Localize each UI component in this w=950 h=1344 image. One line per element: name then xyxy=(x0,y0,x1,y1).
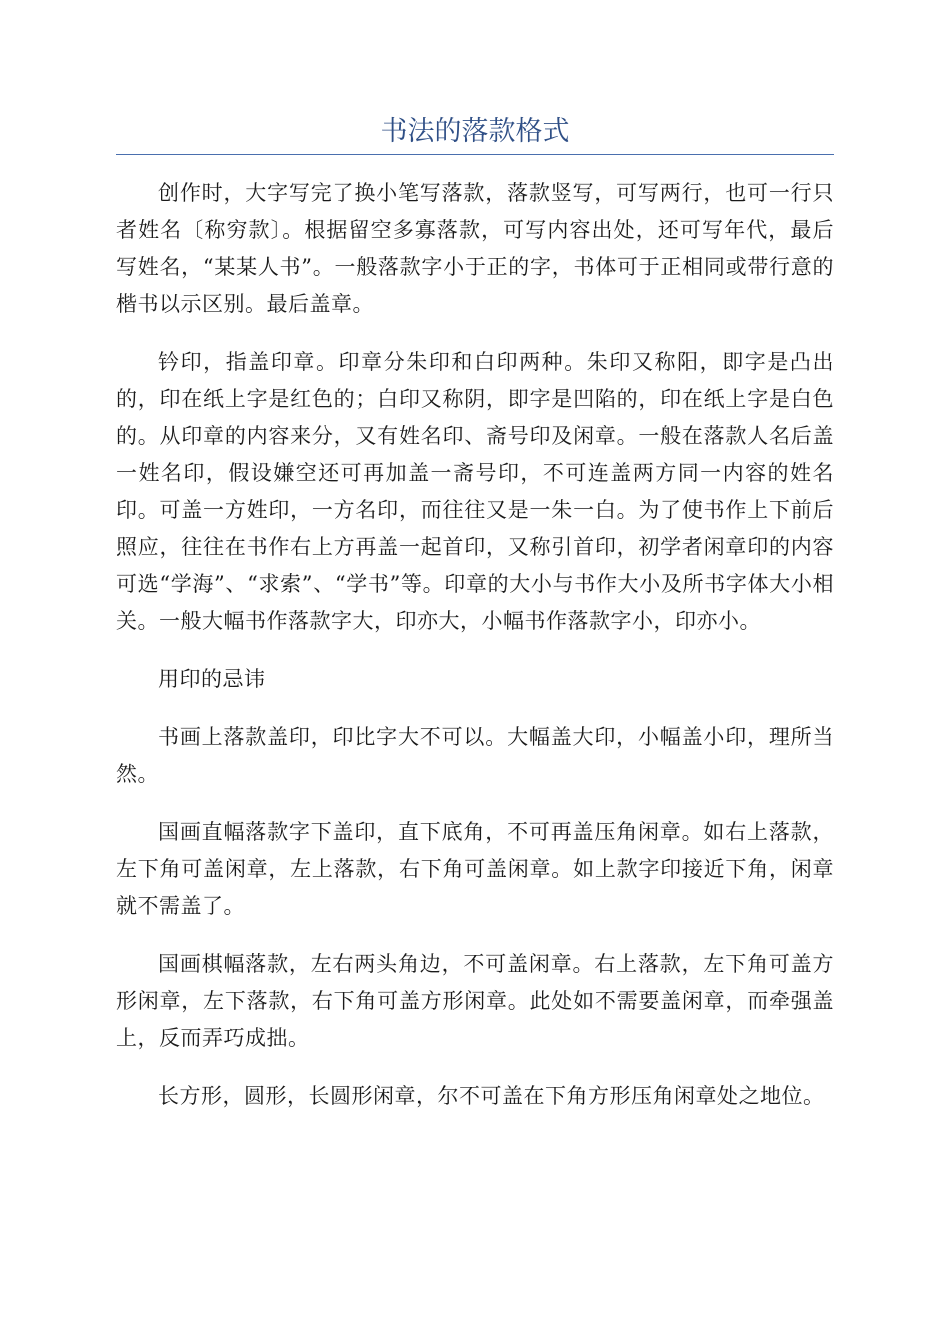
document-body xyxy=(116,175,834,1136)
paragraph-seal-usage: 钤印，指盖印章。印章分朱印和白印两种。朱印又称阳，即字是凸出的，印在纸上字是红色的；白印又称阴，即字是凹陷的，印在纸上字是白色的。从印章的内容来分，又有姓名印、斋号印及闲章。一般在落款人名后盖一姓名印，假设嫌空还可再加盖一斋号印，不可连盖两方同一内容的姓名印。可盖一方姓印，一方名印，而往往又是一朱一白。为了使书作上下前后照应，往往在书作右上方再盖一起首印，又称引首印，初学者闲章印的内容可选“学海”、“求索”、“学书”等。印章的大小与书作大小及所书字体大小相关。一般大幅书作落款字大，印亦大，小幅书作落款字小，印亦小。 xyxy=(116,350,834,633)
paragraph-horizontal-scroll: 国画棋幅落款，左右两头角边，不可盖闲章。右上落款，左下角可盖方形闲章，左下落款，右下角可盖方形闲章。此处如不需要盖闲章，而牵强盖上，反而弄巧成拙。 xyxy=(116,952,834,1050)
page-title: 书法的落款格式 xyxy=(380,116,570,147)
paragraph-signature-format: 创作时，大字写完了换小笔写落款，落款竖写，可写两行，也可一行只者姓名〔称穷款〕。根据留空多寡落款，可写内容出处，还可写年代，最后写姓名，“某某人书”。一般落款字小于正的字，书体可于正相同或带行意的楷书以示区别。最后盖章。 xyxy=(116,181,834,316)
paragraph-seal-shapes: 长方形，圆形，长圆形闲章，尔不可盖在下角方形压角闲章处之地位。 xyxy=(158,1084,825,1108)
title-underline xyxy=(116,154,834,155)
paragraph-vertical-scroll: 国画直幅落款字下盖印，直下底角，不可再盖压角闲章。如右上落款，左下角可盖闲章，左上落款，右下角可盖闲章。如上款字印接近下角，闲章就不需盖了。 xyxy=(116,820,834,918)
paragraph-seal-size: 书画上落款盖印，印比字大不可以。大幅盖大印，小幅盖小印，理所当然。 xyxy=(116,725,834,786)
section-heading-seal-taboos: 用印的忌讳 xyxy=(158,667,266,691)
